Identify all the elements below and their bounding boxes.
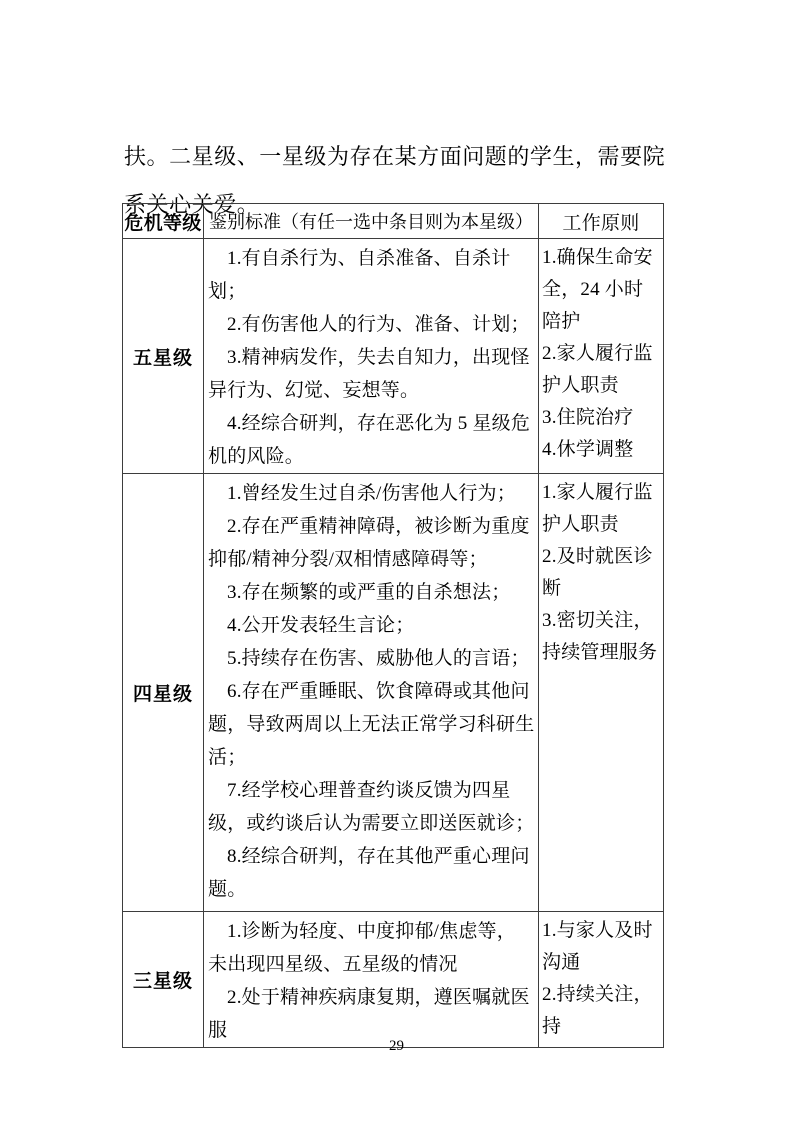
criteria-cell bbox=[204, 239, 539, 474]
criteria-item: 8.经综合研判，存在其他严重心理问题。 bbox=[208, 846, 530, 900]
principle-item: 1.确保生命安全，24 小时陪护 bbox=[542, 247, 653, 332]
principle-item: 3.密切关注，持续管理服务 bbox=[542, 610, 658, 663]
principle-item: 2.家人履行监护人职责 bbox=[542, 343, 653, 396]
criteria-item: 5.持续存在伤害、威胁他人的言语； bbox=[227, 648, 530, 669]
criteria-item: 7.经学校心理普查约谈反馈为四星级，或约谈后认为需要立即送医就诊； bbox=[208, 780, 535, 834]
table-row bbox=[123, 474, 664, 912]
criteria-item: 1.诊断为轻度、中度抑郁/焦虑等，未出现四星级、五星级的情况 bbox=[208, 921, 516, 975]
table-header-row bbox=[123, 204, 664, 239]
principle-item: 4.休学调整 bbox=[542, 439, 634, 460]
table-header-level: 危机等级 bbox=[123, 204, 204, 239]
criteria-item: 1.有自杀行为、自杀准备、自杀计划； bbox=[208, 248, 511, 302]
principles-cell bbox=[539, 474, 664, 912]
table-row bbox=[123, 239, 664, 474]
criteria-item: 3.存在频繁的或严重的自杀想法； bbox=[227, 582, 511, 603]
criteria-cell bbox=[204, 474, 539, 912]
table-header-criteria: 鉴别标准（有任一选中条目则为本星级） bbox=[204, 204, 539, 239]
principle-item: 2.持续关注，持 bbox=[542, 984, 653, 1037]
principle-item: 1.家人履行监护人职责 bbox=[542, 482, 653, 535]
table-row bbox=[123, 912, 664, 1048]
criteria-item: 1.曾经发生过自杀/伤害他人行为； bbox=[227, 483, 516, 504]
level-cell: 五星级 bbox=[123, 239, 204, 474]
criteria-item: 2.处于精神疾病康复期，遵医嘱就医服 bbox=[208, 987, 530, 1041]
crisis-level-table bbox=[122, 203, 664, 1048]
principle-item: 2.及时就医诊断 bbox=[542, 546, 653, 599]
criteria-cell bbox=[204, 912, 539, 1048]
principle-item: 3.住院治疗 bbox=[542, 407, 634, 428]
criteria-item: 4.公开发表轻生言论； bbox=[227, 615, 415, 636]
page-number: 29 bbox=[389, 1038, 404, 1054]
criteria-item: 2.存在严重精神障碍，被诊断为重度抑郁/精神分裂/双相情感障碍等； bbox=[208, 516, 530, 570]
criteria-item: 4.经综合研判，存在恶化为 5 星级危机的风险。 bbox=[208, 413, 531, 467]
intro-paragraph: 扶。二星级、一星级为存在某方面问题的学生，需要院系关心关爱。 bbox=[124, 144, 666, 217]
table-header-principles: 工作原则 bbox=[539, 204, 664, 239]
level-cell: 三星级 bbox=[123, 912, 204, 1048]
principle-item: 1.与家人及时沟通 bbox=[542, 920, 653, 973]
criteria-item: 2.有伤害他人的行为、准备、计划； bbox=[227, 314, 530, 335]
principles-cell bbox=[539, 912, 664, 1048]
principles-cell bbox=[539, 239, 664, 474]
level-cell: 四星级 bbox=[123, 474, 204, 912]
criteria-item: 6.存在严重睡眠、饮食障碍或其他问题，导致两周以上无法正常学习科研生活； bbox=[208, 681, 535, 768]
criteria-item: 3.精神病发作，失去自知力，出现怪异行为、幻觉、妄想等。 bbox=[208, 347, 530, 401]
